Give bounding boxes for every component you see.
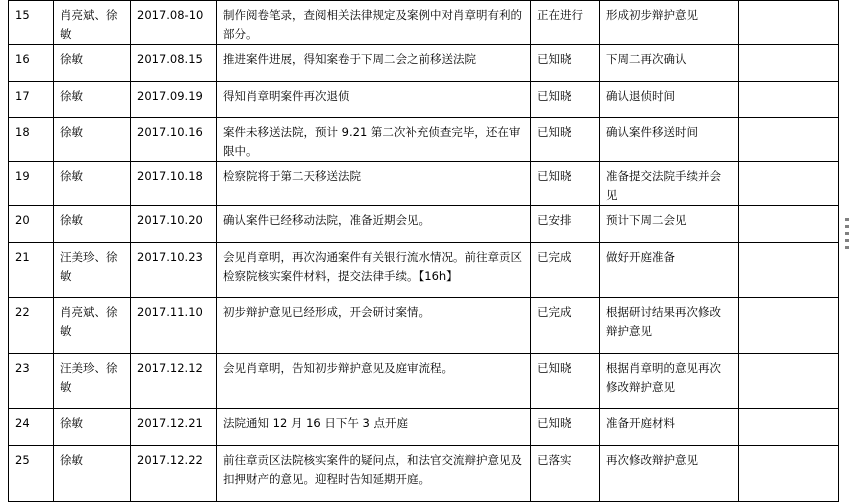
date-cell: 2017.12.21 <box>131 409 217 446</box>
remark-cell <box>739 409 839 446</box>
date-cell: 2017.10.16 <box>131 118 217 162</box>
date-cell: 2017.10.20 <box>131 206 217 243</box>
handler-cell: 汪美珍、徐敏 <box>54 354 131 409</box>
status-cell: 已完成 <box>531 243 600 298</box>
status-cell: 已知晓 <box>531 354 600 409</box>
row-number: 17 <box>9 82 54 118</box>
handler-cell: 肖亮斌、徐敏 <box>54 298 131 354</box>
row-number: 16 <box>9 45 54 82</box>
row-number: 15 <box>9 1 54 45</box>
table-row <box>9 298 839 354</box>
table-row <box>9 354 839 409</box>
handler-cell: 徐敏 <box>54 118 131 162</box>
handler-cell: 徐敏 <box>54 446 131 502</box>
work-content-cell: 前往章贡区法院核实案件的疑问点，和法官交流辩护意见及扣押财产的意见。迎程时告知延期开庭。 <box>217 446 531 502</box>
date-cell: 2017.10.18 <box>131 162 217 206</box>
next-step-cell: 做好开庭准备 <box>600 243 739 298</box>
remark-cell <box>739 206 839 243</box>
date-cell: 2017.12.12 <box>131 354 217 409</box>
next-step-cell: 根据肖章明的意见再次修改辩护意见 <box>600 354 739 409</box>
next-step-cell: 下周二再次确认 <box>600 45 739 82</box>
work-content-cell: 检察院将于第二天移送法院 <box>217 162 531 206</box>
table-row <box>9 243 839 298</box>
table-row <box>9 206 839 243</box>
handler-cell: 徐敏 <box>54 162 131 206</box>
table-row <box>9 162 839 206</box>
handler-cell: 徐敏 <box>54 82 131 118</box>
row-number: 18 <box>9 118 54 162</box>
remark-cell <box>739 243 839 298</box>
table-row <box>9 45 839 82</box>
row-number: 24 <box>9 409 54 446</box>
status-cell: 已安排 <box>531 206 600 243</box>
next-step-cell: 形成初步辩护意见 <box>600 1 739 45</box>
status-cell: 已落实 <box>531 446 600 502</box>
next-step-cell: 准备开庭材料 <box>600 409 739 446</box>
status-cell: 正在进行 <box>531 1 600 45</box>
status-cell: 已知晓 <box>531 82 600 118</box>
row-number: 22 <box>9 298 54 354</box>
remark-cell <box>739 354 839 409</box>
date-cell: 2017.10.23 <box>131 243 217 298</box>
table-row <box>9 446 839 502</box>
table-row <box>9 82 839 118</box>
work-content-cell: 案件未移送法院，预计 9.21 第二次补充侦查完毕，还在审限中。 <box>217 118 531 162</box>
date-cell: 2017.12.22 <box>131 446 217 502</box>
work-content-cell: 得知肖章明案件再次退侦 <box>217 82 531 118</box>
table-row <box>9 409 839 446</box>
next-step-cell: 准备提交法院手续并会见 <box>600 162 739 206</box>
row-number: 19 <box>9 162 54 206</box>
handler-cell: 肖亮斌、徐敏 <box>54 1 131 45</box>
date-cell: 2017.11.10 <box>131 298 217 354</box>
status-cell: 已知晓 <box>531 45 600 82</box>
date-cell: 2017.08-10 <box>131 1 217 45</box>
date-cell: 2017.08.15 <box>131 45 217 82</box>
status-cell: 已完成 <box>531 298 600 354</box>
table-row <box>9 118 839 162</box>
next-step-cell: 确认退侦时间 <box>600 82 739 118</box>
handler-cell: 汪美珍、徐敏 <box>54 243 131 298</box>
remark-cell <box>739 446 839 502</box>
handler-cell: 徐敏 <box>54 409 131 446</box>
remark-cell <box>739 298 839 354</box>
handler-cell: 徐敏 <box>54 206 131 243</box>
next-step-cell: 根据研讨结果再次修改辩护意见 <box>600 298 739 354</box>
row-number: 23 <box>9 354 54 409</box>
work-content-cell: 制作阅卷笔录，查阅相关法律规定及案例中对肖章明有利的部分。 <box>217 1 531 45</box>
row-number: 20 <box>9 206 54 243</box>
status-cell: 已知晓 <box>531 409 600 446</box>
work-content-cell: 法院通知 12 月 16 日下午 3 点开庭 <box>217 409 531 446</box>
remark-cell <box>739 1 839 45</box>
work-content-cell: 确认案件已经移动法院，准备近期会见。 <box>217 206 531 243</box>
row-number: 25 <box>9 446 54 502</box>
date-cell: 2017.09.19 <box>131 82 217 118</box>
work-content-cell: 推进案件进展，得知案卷于下周二会之前移送法院 <box>217 45 531 82</box>
status-cell: 已知晓 <box>531 118 600 162</box>
remark-cell <box>739 162 839 206</box>
next-step-cell: 预计下周二会见 <box>600 206 739 243</box>
work-content-cell: 会见肖章明，告知初步辩护意见及庭审流程。 <box>217 354 531 409</box>
status-cell: 已知晓 <box>531 162 600 206</box>
next-step-cell: 再次修改辩护意见 <box>600 446 739 502</box>
work-content-cell: 会见肖章明，再次沟通案件有关银行流水情况。前往章贡区检察院核实案件材料，提交法律手续。【16h】 <box>217 243 531 298</box>
next-step-cell: 确认案件移送时间 <box>600 118 739 162</box>
scroll-grip-icon[interactable] <box>845 218 849 254</box>
case-progress-table <box>8 0 839 502</box>
remark-cell <box>739 45 839 82</box>
table-row <box>9 1 839 45</box>
work-content-cell: 初步辩护意见已经形成，开会研讨案情。 <box>217 298 531 354</box>
remark-cell <box>739 118 839 162</box>
row-number: 21 <box>9 243 54 298</box>
handler-cell: 徐敏 <box>54 45 131 82</box>
remark-cell <box>739 82 839 118</box>
